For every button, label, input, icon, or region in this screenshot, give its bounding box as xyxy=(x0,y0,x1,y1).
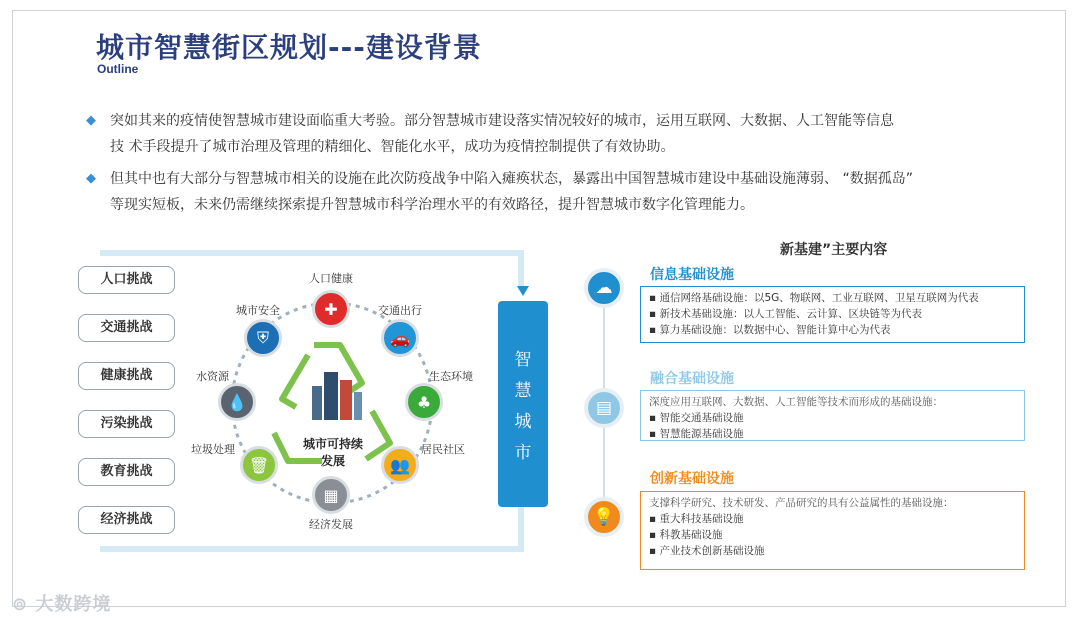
diamond-bullet-icon: ◆ xyxy=(86,113,96,128)
bullet-line: 但其中也有大部分与智慧城市相关的设施在此次防疫战争中陷入瘫痪状态，暴露出中国智慧城市建设中基础设施薄弱、 “数据孤岛” xyxy=(110,171,913,187)
smart-city-char: 市 xyxy=(514,443,532,463)
smart-city-char: 城 xyxy=(514,412,532,432)
node-label: 水资源 xyxy=(196,370,229,383)
bullet-line: 技 术手段提升了城市治理及管理的精细化、智能化水平，成功为疫情控制提供了有效协助。 xyxy=(110,139,675,155)
node-label: 经济发展 xyxy=(309,518,353,531)
bullet-line: 突如其来的疫情使智慧城市建设面临重大考验。部分智慧城市建设落实情况较好的城市，运用互联网、大数据、人工智能等信息 xyxy=(110,113,894,129)
smart-city-char: 慧 xyxy=(514,381,532,401)
category-item: ▪ 智慧能源基础设施 xyxy=(649,428,744,440)
water-drop-icon: 💧 xyxy=(218,383,256,421)
category-item: ▪ 科教基础设施 xyxy=(649,529,723,541)
category-item: ▪ 产业技术创新基础设施 xyxy=(649,545,765,557)
city-buildings-icon xyxy=(312,372,362,420)
arrow-down-icon xyxy=(517,286,529,296)
smart-city-box xyxy=(498,301,548,507)
right-panel-title: 新基建”主要内容 xyxy=(780,242,888,258)
flow-line-top xyxy=(100,250,524,256)
category-intro: 支撑科学研究、技术研发、产品研究的具有公益属性的基础设施： xyxy=(649,497,954,509)
shield-icon: ⛨ xyxy=(244,319,282,357)
challenge-box: 经济挑战 xyxy=(78,506,175,534)
trash-bin-icon: 🗑 xyxy=(240,446,278,484)
category-box xyxy=(640,491,1025,570)
category-title: 信息基础设施 xyxy=(650,267,734,283)
challenge-box: 健康挑战 xyxy=(78,362,175,390)
category-intro: 深度应用互联网、大数据、人工智能等技术而形成的基础设施： xyxy=(649,396,943,408)
bullet-item xyxy=(86,108,1016,160)
node-label: 垃圾处理 xyxy=(191,443,235,456)
tree-icon: ♣ xyxy=(405,383,443,421)
cloud-icon: ☁ xyxy=(584,268,624,308)
bullet-line: 等现实短板，未来仍需继续探索提升智慧城市科学治理水平的有效路径，提升智慧城市数字化管理能力。 xyxy=(110,197,754,213)
people-icon: 👥 xyxy=(381,446,419,484)
node-label: 居民社区 xyxy=(421,443,465,456)
category-title: 融合基础设施 xyxy=(650,371,734,387)
challenge-box: 交通挑战 xyxy=(78,314,175,342)
category-title: 创新基础设施 xyxy=(650,471,734,487)
flow-line-right xyxy=(518,250,524,290)
building-icon: ▤ xyxy=(584,388,624,428)
challenge-box: 污染挑战 xyxy=(78,410,175,438)
category-item: ▪ 智能交通基础设施 xyxy=(649,412,744,424)
watermark xyxy=(12,590,111,616)
watermark-text: 大数跨境 xyxy=(35,594,112,615)
challenge-box: 教育挑战 xyxy=(78,458,175,486)
cycle-center-label: 城市可持续发展 xyxy=(302,437,363,468)
node-label: 人口健康 xyxy=(309,272,353,285)
smart-city-char: 智 xyxy=(514,350,532,370)
category-box xyxy=(640,390,1025,441)
bullet-item xyxy=(86,166,1016,218)
node-label: 城市安全 xyxy=(236,304,280,317)
challenge-box: 人口挑战 xyxy=(78,266,175,294)
category-item: ▪ 重大科技基础设施 xyxy=(649,513,744,525)
flow-line-bottom xyxy=(100,546,524,552)
lightbulb-icon: 💡 xyxy=(584,497,624,537)
wechat-logo-icon: ⊚ xyxy=(12,594,29,615)
category-box xyxy=(640,286,1025,343)
page-subtitle: Outline xyxy=(97,62,139,76)
diamond-bullet-icon: ◆ xyxy=(86,171,96,186)
page-title: 城市智慧街区规划---建设背景 xyxy=(96,31,482,64)
medical-kit-icon: ✚ xyxy=(312,290,350,328)
category-item: ▪ 算力基础设施：以数据中心、智能计算中心为代表 xyxy=(649,324,891,336)
node-label: 生态环境 xyxy=(429,370,473,383)
building-icon: ▦ xyxy=(312,476,350,514)
flow-line-right-bottom xyxy=(518,505,524,552)
car-icon: 🚗 xyxy=(381,319,419,357)
node-label: 交通出行 xyxy=(378,304,422,317)
category-item: ▪ 通信网络基础设施：以5G、物联网、工业互联网、卫星互联网为代表 xyxy=(649,292,979,304)
category-item: ▪ 新技术基础设施：以人工智能、云计算、区块链等为代表 xyxy=(649,308,922,320)
